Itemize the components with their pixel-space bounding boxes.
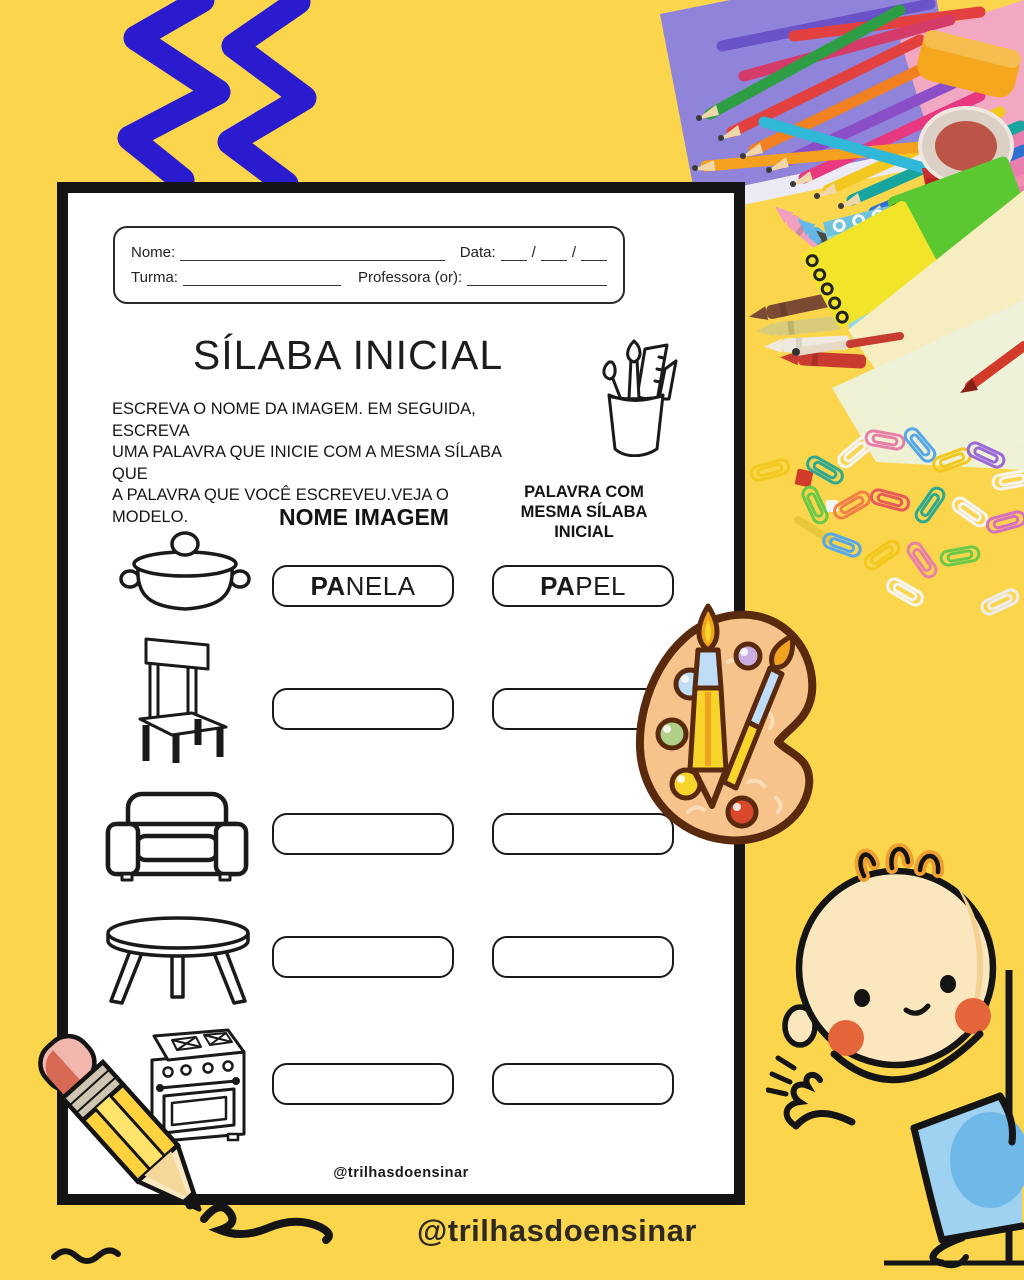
student-info-box: [113, 226, 625, 304]
date-day-blank[interactable]: [501, 245, 527, 261]
chair-icon: [132, 633, 234, 765]
column-header-word: PALAVRA COM MESMA SÍLABA INICIAL: [520, 483, 648, 541]
answer-box-name-row3[interactable]: [272, 813, 454, 855]
instruction-line: UMA PALAVRA QUE INICIE COM A MESMA SÍLABA QUE: [112, 443, 502, 483]
instagram-handle: @trilhasdoensinar: [417, 1213, 697, 1248]
eye: [854, 989, 870, 1007]
date-separator: /: [531, 244, 536, 261]
date-separator: /: [571, 244, 576, 261]
table-icon: [102, 913, 254, 1009]
answer-box-word-row5[interactable]: [492, 1063, 674, 1105]
drawn-wave: [54, 1250, 118, 1261]
answer-box-word-row4[interactable]: [492, 936, 674, 978]
date-month-blank[interactable]: [541, 245, 567, 261]
name-date-row: [131, 244, 607, 261]
date-label: Data:: [459, 244, 496, 261]
instruction-line: A PALAVRA QUE VOCÊ ESCREVEU.VEJA O MODELO.: [112, 486, 449, 526]
date-year-blank[interactable]: [581, 245, 607, 261]
answer-box-name-row2[interactable]: [272, 688, 454, 730]
waving-arm: [768, 1058, 852, 1126]
paint-palette-illustration: [628, 592, 833, 850]
name-label: Nome:: [131, 244, 176, 261]
eye: [940, 975, 956, 993]
cheek: [955, 998, 991, 1034]
ink-dot: [186, 1201, 195, 1210]
worksheet-credit: @trilhasdoensinar: [333, 1165, 469, 1181]
instruction-line: ESCREVA O NOME DA IMAGEM. EM SEGUIDA, ESCREVA: [112, 400, 476, 440]
name-blank-line[interactable]: [180, 245, 445, 261]
class-blank-line[interactable]: [183, 270, 341, 286]
teacher-label: Professora (or):: [357, 269, 463, 286]
motion-lines: [768, 1058, 794, 1094]
pot-icon: [118, 531, 253, 615]
class-label: Turma:: [131, 269, 178, 286]
pencil-cup-icon: [573, 335, 695, 457]
teacher-blank-line[interactable]: [467, 270, 607, 286]
class-teacher-row: [131, 269, 607, 286]
sofa-icon: [102, 788, 252, 882]
column-header-name: NOME IMAGEM: [279, 504, 449, 530]
answer-box-name-row1[interactable]: PA NELA: [272, 565, 454, 607]
answer-box-word-row1[interactable]: PA PEL: [492, 565, 674, 607]
spiral-notebooks: [792, 155, 1024, 540]
page-title: SÍLABA INICIAL: [192, 332, 504, 378]
zigzag-decoration-icon: [50, 0, 350, 194]
answer-box-name-row4[interactable]: [272, 936, 454, 978]
